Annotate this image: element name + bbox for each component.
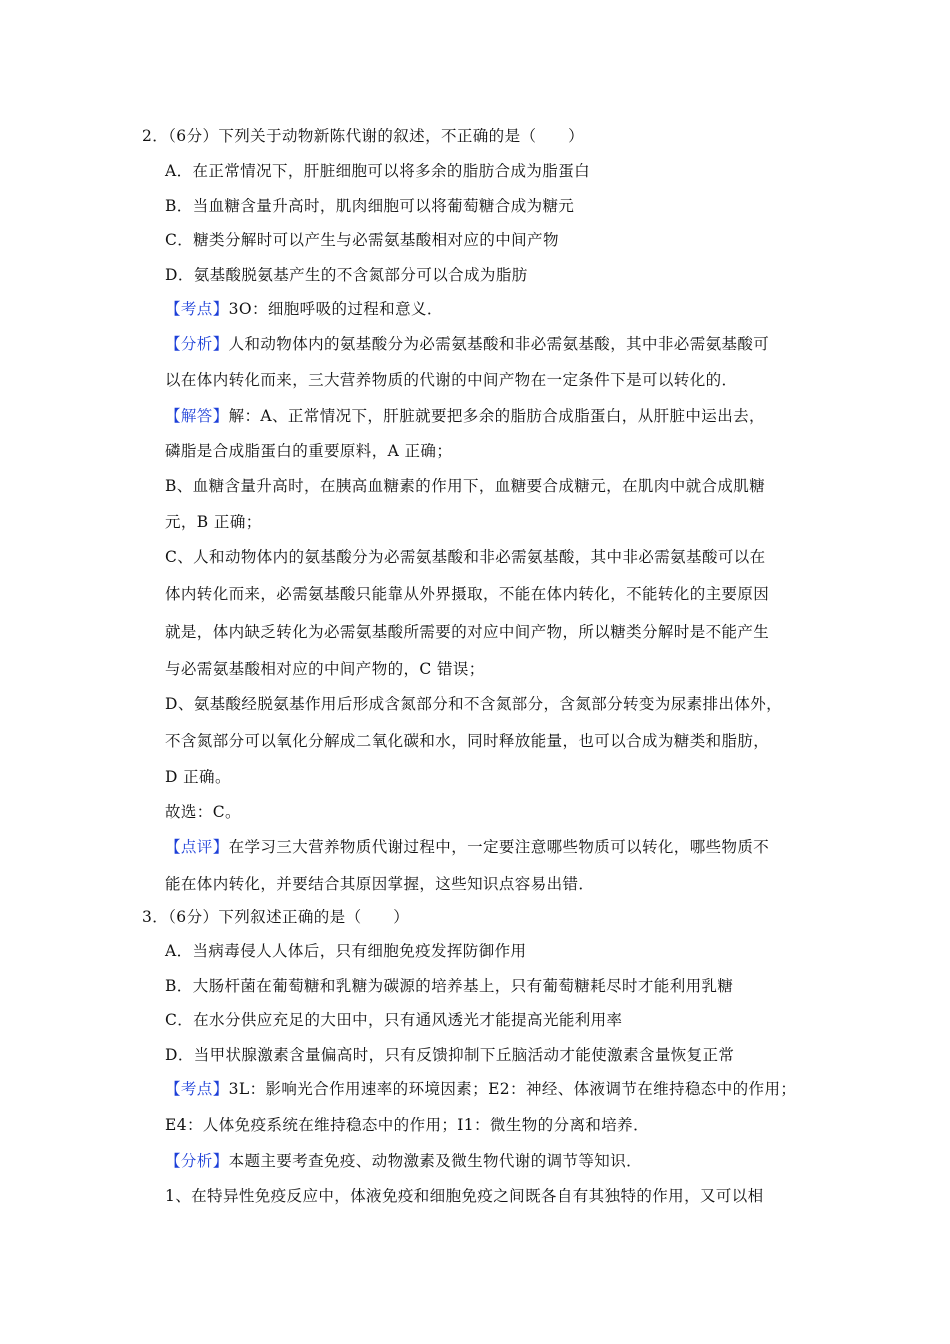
question-3-option-d: D．当甲状腺激素含量偏高时，只有反馈抑制下丘脑活动才能使激素含量恢复正常: [165, 1046, 735, 1064]
question-2-jieda-line-11: D 正确。: [165, 768, 231, 786]
question-2-jieda-line-4: 元，B 正确；: [165, 513, 262, 531]
question-2-kaodian: [165, 299, 443, 319]
dianping-text: 在学习三大营养物质代谢过程中，一定要注意哪些物质可以转化，哪些物质不: [228, 838, 770, 856]
question-2-jieda-line-1: [165, 406, 765, 426]
question-2-option-a: A．在正常情况下，肝脏细胞可以将多余的脂肪合成为脂蛋白: [165, 162, 590, 180]
question-2-jieda-line-10: 不含氮部分可以氧化分解成二氧化碳和水，同时释放能量，也可以合成为糖类和脂肪，: [165, 732, 770, 750]
fenxi-tag: 【分析】: [165, 335, 229, 353]
question-3-option-c: C．在水分供应充足的大田中，只有通风透光才能提高光能利用率: [165, 1011, 623, 1029]
kaodian-tag: 【考点】: [165, 1080, 229, 1098]
fenxi-text: 本题主要考查免疫、动物激素及微生物代谢的调节等知识．: [228, 1152, 643, 1170]
question-2-option-c: C．糖类分解时可以产生与必需氨基酸相对应的中间产物: [165, 231, 559, 249]
jieda-text: 解：A、正常情况下，肝脏就要把多余的脂肪合成脂蛋白，从肝脏中运出去，: [228, 407, 765, 425]
question-3-stem: 3．（6分）下列叙述正确的是（ ）: [142, 908, 410, 926]
jieda-tag: 【解答】: [165, 407, 229, 425]
question-2-option-b: B．当血糖含量升高时，肌肉细胞可以将葡萄糖合成为糖元: [165, 197, 575, 215]
question-2-stem: 2．（6分）下列关于动物新陈代谢的叙述，不正确的是（ ）: [142, 127, 585, 145]
kaodian-tag: 【考点】: [165, 300, 229, 318]
question-2-jieda-line-3: B、血糖含量升高时，在胰高血糖素的作用下，血糖要合成糖元，在肌肉中就合成肌糖: [165, 477, 766, 495]
question-2-dianping-line-1: [165, 837, 769, 857]
question-3-option-a: A．当病毒侵人人体后，只有细胞免疫发挥防御作用: [165, 942, 527, 960]
question-2-jieda-line-5: C、人和动物体内的氨基酸分为必需氨基酸和非必需氨基酸，其中非必需氨基酸可以在: [165, 548, 766, 566]
fenxi-text: 人和动物体内的氨基酸分为必需氨基酸和非必需氨基酸，其中非必需氨基酸可: [228, 335, 770, 353]
question-2-fenxi-line-2: 以在体内转化而来，三大营养物质的代谢的中间产物在一定条件下是可以转化的．: [165, 371, 738, 389]
kaodian-text: 3L：影响光合作用速率的环境因素；E2：神经、体液调节在维持稳态中的作用；: [228, 1080, 797, 1098]
kaodian-text: 3O：细胞呼吸的过程和意义．: [228, 300, 443, 318]
question-2-dianping-line-2: 能在体内转化，并要结合其原因掌握，这些知识点容易出错．: [165, 875, 595, 893]
question-2-jieda-line-6: 体内转化而来，必需氨基酸只能靠从外界摄取，不能在体内转化，不能转化的主要原因: [165, 585, 770, 603]
fenxi-tag: 【分析】: [165, 1152, 229, 1170]
question-2-jieda-line-9: D、氨基酸经脱氨基作用后形成含氮部分和不含氮部分，含氮部分转变为尿素排出体外，: [165, 695, 783, 713]
question-2-option-d: D．氨基酸脱氨基产生的不含氮部分可以合成为脂肪: [165, 266, 528, 284]
question-2-answer: 故选：C。: [165, 803, 241, 821]
question-3-fenxi-line-1: [165, 1151, 642, 1171]
question-2-jieda-line-7: 就是，体内缺乏转化为必需氨基酸所需要的对应中间产物，所以糖类分解时是不能产生: [165, 623, 770, 641]
question-3-option-b: B．大肠杆菌在葡萄糖和乳糖为碳源的培养基上，只有葡萄糖耗尽时才能利用乳糖: [165, 977, 734, 995]
question-2-jieda-line-8: 与必需氨基酸相对应的中间产物的，C 错误；: [165, 660, 485, 678]
question-2-fenxi-line-1: [165, 334, 769, 354]
question-3-fenxi-line-2: 1、在特异性免疫反应中，体液免疫和细胞免疫之间既各自有其独特的作用，又可以相: [165, 1187, 764, 1205]
question-3-kaodian-line-2: E4：人体免疫系统在维持稳态中的作用；I1：微生物的分离和培养．: [165, 1116, 649, 1134]
dianping-tag: 【点评】: [165, 838, 229, 856]
question-2-jieda-line-2: 磷脂是合成脂蛋白的重要原料，A 正确；: [165, 442, 453, 460]
question-3-kaodian-line-1: [165, 1079, 796, 1099]
